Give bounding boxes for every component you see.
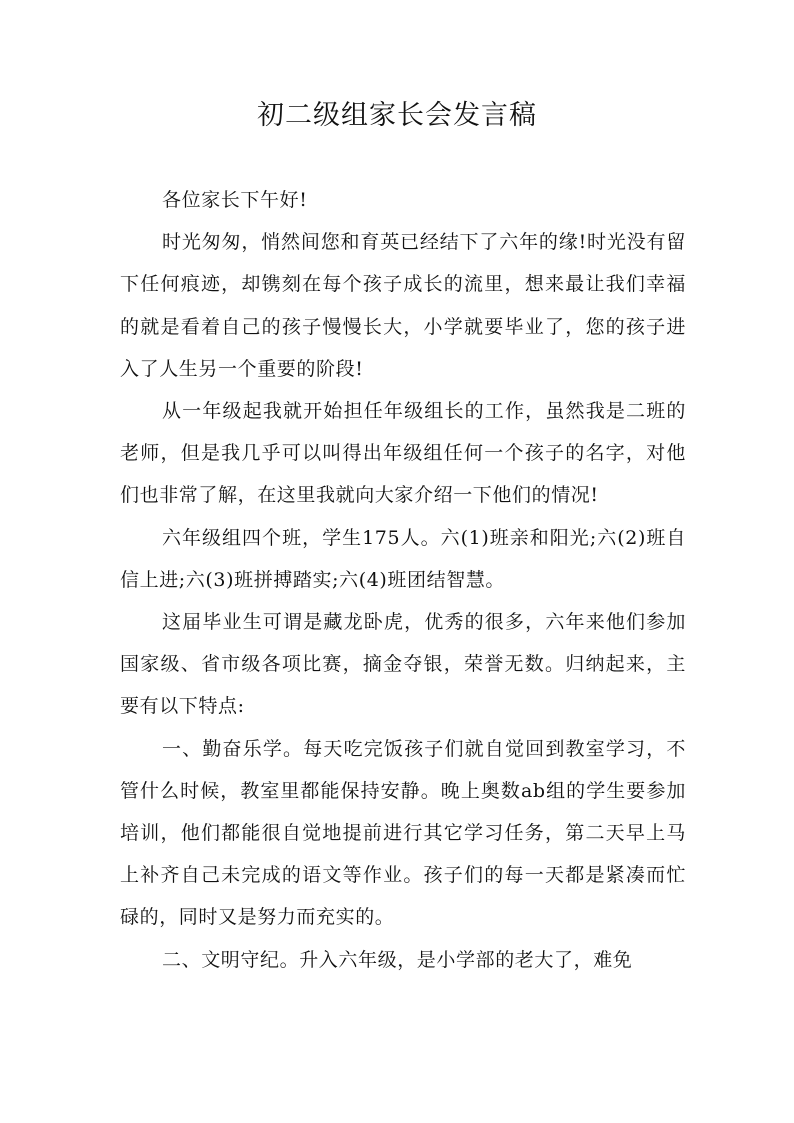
paragraph: 一、勤奋乐学。每天吃完饭孩子们就自觉回到教室学习，不管什么时候，教室里都能保持安静。晚上奥数ab组的学生要参加培训，他们都能很自觉地提前进行其它学习任务，第二天早上马上补齐自己未完成的语文等作业。孩子们的每一天都是紧凑而忙碌的，同时又是努力而充实的。 [120,737,686,929]
document-title: 初二级组家长会发言稿 [257,100,537,131]
paragraph: 从一年级起我就开始担任年级组长的工作，虽然我是二班的老师，但是我几乎可以叫得出年级组任何一个孩子的名字，对他们也非常了解，在这里我就向大家介绍一下他们的情况! [120,400,686,507]
paragraph: 六年级组四个班，学生175人。六(1)班亲和阳光;六(2)班自信上进;六(3)班拼搏踏实;六(4)班团结智慧。 [120,526,686,591]
document-body [120,179,686,981]
paragraph-greeting: 各位家长下午好! [162,189,308,211]
paragraph: 时光匆匆，悄然间您和育英已经结下了六年的缘!时光没有留下任何痕迹，却镌刻在每个孩子成长的流里，想来最让我们幸福的就是看着自己的孩子慢慢长大，小学就要毕业了，您的孩子进入了人生另一个重要的阶段! [120,231,686,380]
paragraph: 二、文明守纪。升入六年级，是小学部的老大了，难免 [162,948,633,971]
paragraph: 这届毕业生可谓是藏龙卧虎，优秀的很多，六年来他们参加国家级、省市级各项比赛，摘金夺银，荣誉无数。归纳起来，主要有以下特点: [120,611,686,718]
